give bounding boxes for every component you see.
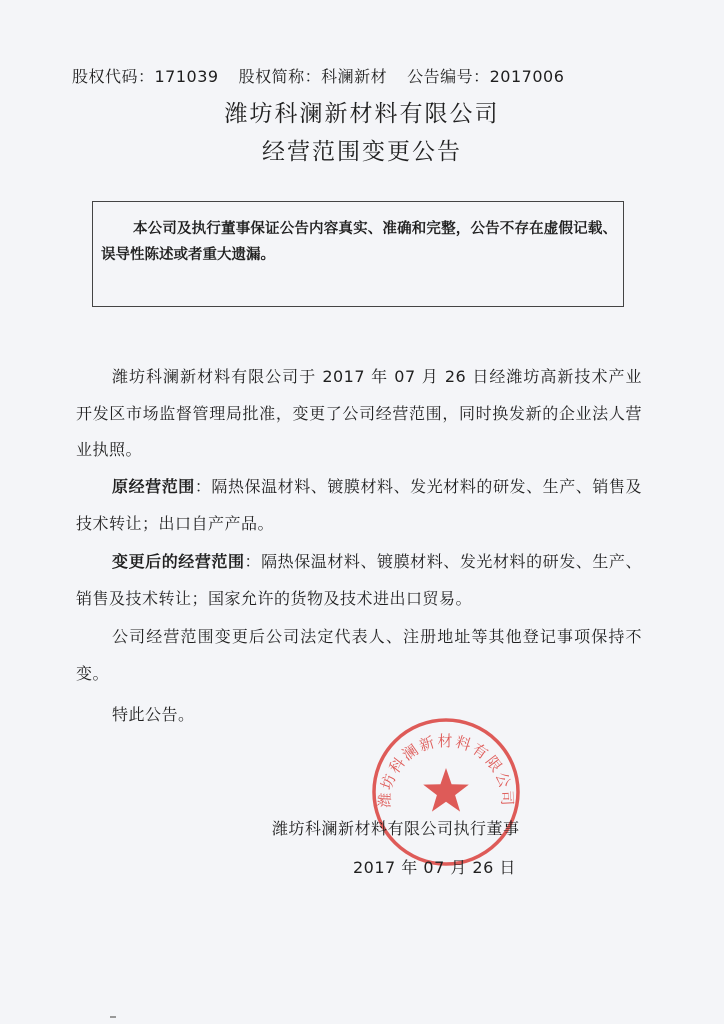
paragraph-new-scope <box>76 544 642 617</box>
disclaimer-text: 本公司及执行董事保证公告内容真实、准确和完整，公告不存在虚假记载、误导性陈述或者重大遗漏。 <box>101 221 617 263</box>
signature-date: 2017 年 07 月 26 日 <box>353 858 516 877</box>
original-scope-label: 原经营范围 <box>112 477 195 496</box>
stock-abbreviation: 股权简称：科澜新材 <box>238 67 388 86</box>
new-scope-text: ：隔热保温材料、镀膜材料、发光材料的研发、生产、销售及技术转让；国家允许的货物及技术进出口贸易。 <box>76 552 642 608</box>
paragraph-closing: 特此公告。 <box>112 705 195 724</box>
stock-code: 股权代码：171039 <box>72 67 219 86</box>
header-info <box>72 64 672 87</box>
new-scope-label: 变更后的经营范围 <box>112 552 245 571</box>
paragraph-unchanged-items: 公司经营范围变更后公司法定代表人、注册地址等其他登记事项保持不变。 <box>76 627 642 683</box>
seal-star-icon <box>423 768 469 812</box>
paragraph-approval: 潍坊科澜新材料有限公司于 2017 年 07 月 26 日经潍坊高新技术产业开发区市场监督管理局批准，变更了公司经营范围，同时换发新的企业法人营业执照。 <box>76 367 642 459</box>
seal-text: 潍坊科澜新材料有限公司 <box>375 732 517 809</box>
disclaimer-box <box>92 201 624 307</box>
paragraph-original-scope <box>76 469 642 542</box>
document-title: 经营范围变更公告 <box>262 139 462 165</box>
original-scope-text: ：隔热保温材料、镀膜材料、发光材料的研发、生产、销售及技术转让；出口自产产品。 <box>76 477 642 533</box>
company-seal <box>370 716 522 868</box>
signature-company: 潍坊科澜新材料有限公司执行董事 <box>272 819 520 838</box>
scan-mark <box>110 1016 116 1018</box>
company-title: 潍坊科澜新材料有限公司 <box>224 101 500 127</box>
notice-number: 公告编号：2017006 <box>407 67 565 86</box>
